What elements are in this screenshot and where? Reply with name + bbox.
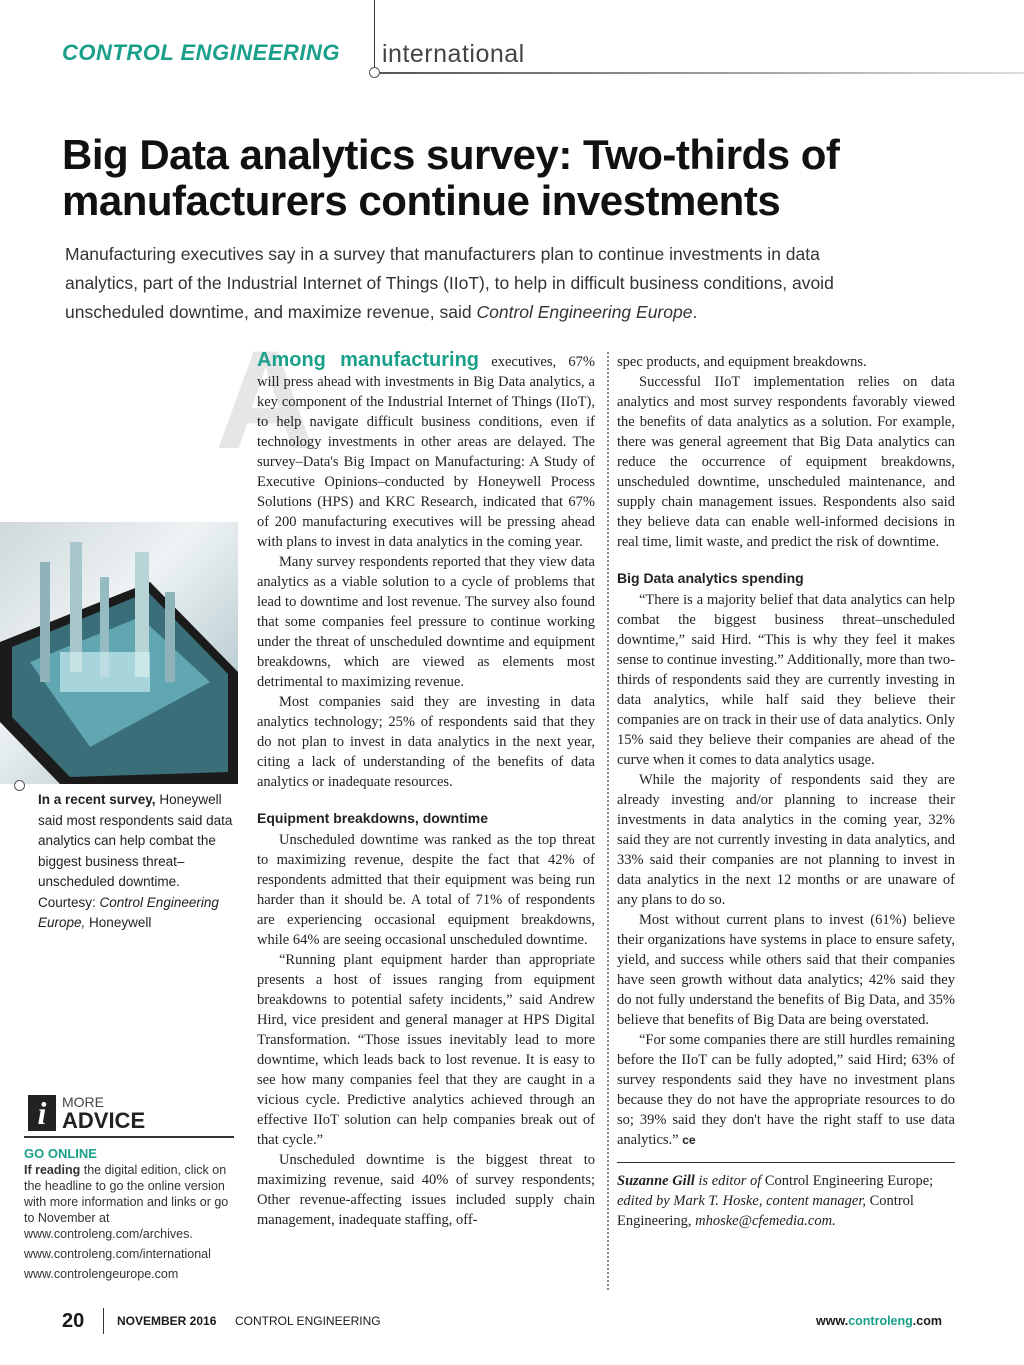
photo-caption (38, 790, 238, 934)
article-title: Big Data analytics survey: Two-thirds of manufacturers continue investments (62, 131, 840, 224)
tablet-refinery-illustration (0, 522, 238, 784)
article-photo (0, 522, 238, 784)
subhead-spending: Big Data analytics spending (617, 570, 804, 586)
go-online-box (24, 1146, 236, 1282)
caption-text: Honeywell said most respondents said data analytics can help combat the biggest business threat–unscheduled downtime. Courtesy: (38, 792, 233, 910)
column-separator (607, 352, 609, 1290)
caption-lead: In a recent survey, (38, 792, 156, 807)
subhead-equipment: Equipment breakdowns, downtime (257, 810, 489, 826)
paragraph: “Running plant equipment harder than appropriate presents a host of issues ranging from equipment breakdowns to potential safety incidents,” said Andrew Hird, vice president and general manager at HPS Digital Transformation. “Those issues inevitably lead to more downtime, which leads back to lost revenue. It is easy to see how many companies feel that they are caught in a vicious cycle. Predictive analytics achieved through an effective IIoT solution can help companies break out of that cycle.” (257, 952, 595, 1148)
header-horizontal-rule (374, 72, 1024, 74)
footer-date: NOVEMBER 2016 (117, 1314, 217, 1328)
more-label: MORE (62, 1094, 104, 1110)
body-column-2 (617, 352, 955, 1231)
masthead: CONTROL ENGINEERING (62, 40, 341, 65)
caption-credit: Control Engineering Europe, (38, 894, 219, 930)
caption-text-end: Honeywell (85, 915, 152, 930)
body-column-1 (257, 350, 595, 1230)
go-online-body: the digital edition, click on the headline to go the online version with more information and links or go to November at www.controleng.com/archives. (24, 1163, 229, 1241)
bio-role: is editor of (694, 1173, 765, 1189)
paragraph-text: executives, 67% will press ahead with investments in Big Data analytics, a key component of the Industrial Internet of Things (IIoT), to help navigate difficult business conditions, even if technology investments in other areas are delayed. The survey–Data's Big Impact on Manufacturing: A Study of Executive Opinions–conducted by Honeywell Process Solutions (HPS) and KRC Research, indicated that 67% of 200 manufacturing executives will be pressing ahead with plans to invest in data analytics in the coming year. (257, 354, 595, 550)
drop-cap: A (215, 321, 317, 478)
link-international[interactable]: www.controleng.com/international (24, 1247, 211, 1261)
paragraph: Unscheduled downtime is the biggest threat to maximizing revenue, said 40% of survey respondents; Other revenue-affecting issues included supply chain management, inadequate staffing, off- (257, 1152, 595, 1228)
paragraph: Successful IIoT implementation relies on data analytics and most survey respondents favorably viewed the benefits of data analytics as a solution. For example, there was general agreement that Big Data analytics can reduce the occurrence of equipment breakdowns, unscheduled downtime, unscheduled maintenance, and supply chain management issues. Respondents also said they believe data can enable well-informed decisions in real time, limit waste, and predict the risk of downtime. (617, 374, 955, 550)
paragraph: While the majority of respondents said they are already investing and/or planning to increase their investments in data analytics in the coming year, 32% said they are not currently investing in data analytics, and 33% said their companies are not planning to invest in data analytics in the next 12 months or are unaware of any plans to do so. (617, 772, 955, 908)
paragraph: spec products, and equipment breakdowns. (617, 354, 867, 370)
go-online-text (24, 1162, 236, 1242)
masthead-edition: international (382, 40, 525, 68)
bio-email[interactable]: mhoske@cfemedia.com. (695, 1213, 836, 1229)
info-icon: i (28, 1095, 56, 1131)
paragraph (617, 1030, 955, 1150)
deck-end: . (692, 302, 698, 322)
link-europe[interactable]: www.controlengeurope.com (24, 1267, 179, 1281)
paragraph: “There is a majority belief that data analytics can help combat the biggest business threat–unscheduled downtime,” said Hird. “This is why they feel it makes sense to continue investing.” Additionally, more than two-thirds of respondents said they are currently investing in data analytics, while half said they believe their companies are on track in their use of data analytics. Only 15% said they believe their companies are ahead of the curve when it comes to data analytics usage. (617, 592, 955, 768)
advice-label: ADVICE (62, 1108, 146, 1133)
advice-rule (24, 1136, 234, 1138)
go-online-heading: GO ONLINE (24, 1146, 97, 1161)
page-number: 20 (62, 1310, 85, 1332)
header-rule-node (369, 67, 380, 78)
footer-publication: CONTROL ENGINEERING (235, 1314, 381, 1328)
header-vertical-rule (374, 0, 375, 72)
url-prefix: www. (816, 1314, 849, 1328)
paragraph: Many survey respondents reported that they view data analytics as a viable solution to a cycle of problems that lead to downtime and lost revenue. The survey also found that some companies feel pressure to continue working under the threat of unscheduled downtime and equipment breakdowns, which are viewed as elements most detrimental to maximizing revenue. (257, 554, 595, 690)
url-brand: controleng (848, 1314, 913, 1328)
lead-words: Among manufacturing (257, 349, 479, 371)
author-bio (617, 1162, 955, 1231)
bio-pub: Control Engineering Europe; (764, 1173, 934, 1189)
paragraph (257, 350, 595, 552)
if-reading-label: If reading (24, 1163, 81, 1177)
bio-pub2: Control Engineering, (617, 1193, 914, 1229)
paragraph-text: “For some companies there are still hurdles remaining before the IIoT can be fully adopted,” said Hird; 63% of survey respondents said they have no investment plans because they do not have the appropriate resources to do so; 39% said they don't have the right staff to use data analytics.” (617, 1032, 955, 1148)
deck-text: Manufacturing executives say in a survey that manufacturers plan to continue investments in data analytics, part of the Industrial Internet of Things (IIoT), to help in difficult business conditions, avoid unscheduled downtime, and maximize revenue, said (65, 244, 834, 322)
article-deck (65, 240, 895, 327)
end-mark: ce (682, 1133, 696, 1147)
deck-source: Control Engineering Europe (476, 302, 693, 322)
paragraph: Most without current plans to invest (61%) believe their organizations have systems in place to ensure safety, yield, and success while others said that their companies have seen growth without data analytics; 42% said they do not fully understand the benefits of Big Data, and 35% believe that benefits of Big Data are being overstated. (617, 912, 955, 1028)
bio-name: Suzanne Gill (617, 1173, 695, 1189)
footer-url[interactable] (816, 1314, 942, 1328)
url-suffix: .com (912, 1314, 942, 1328)
footer-separator (103, 1308, 104, 1334)
bio-edit: edited by Mark T. Hoske, content manager, (617, 1193, 866, 1209)
paragraph: Unscheduled downtime was ranked as the top threat to maximizing revenue, despite the fact that 42% of respondents admitted that their equipment was being run harder than it should be. A total of 71% of respondents are experiencing occasional equipment breakdowns, while 64% are seeing occasional unscheduled downtime. (257, 832, 595, 948)
caption-node (14, 780, 25, 791)
paragraph: Most companies said they are investing in data analytics technology; 25% of respondents said that they do not plan to invest in data analytics in the next year, citing a lack of understanding of the benefits of data analytics or inadequate resources. (257, 694, 595, 790)
